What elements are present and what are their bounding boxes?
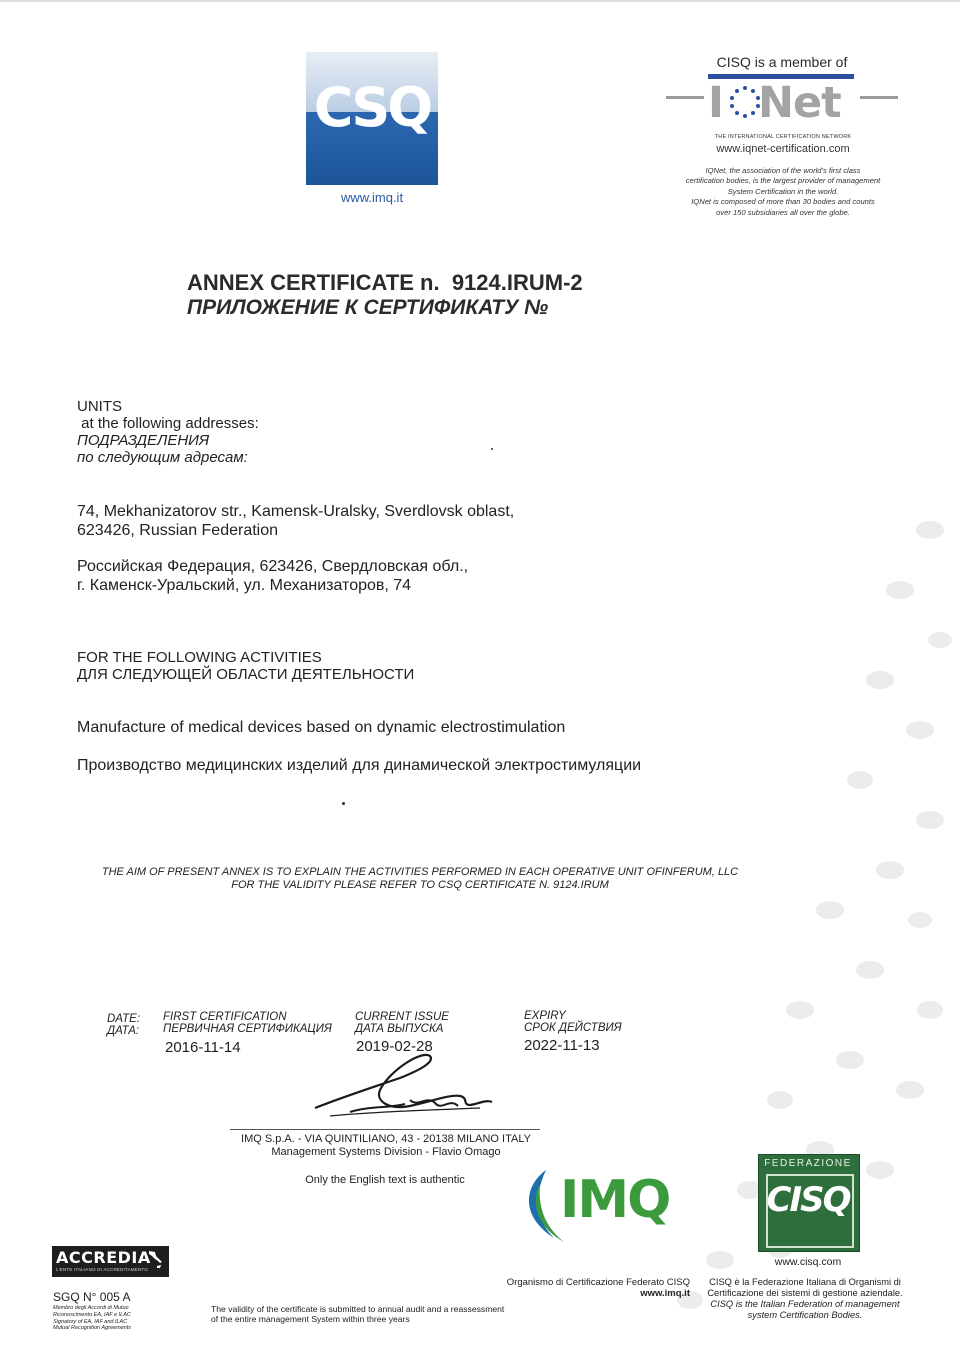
stray-dot <box>491 448 493 450</box>
iqnet-logo-i: I <box>708 78 724 128</box>
cisq-logo-word: CISQ <box>766 1180 850 1220</box>
activities-header <box>77 649 414 683</box>
iqnet-right-dash <box>860 96 898 99</box>
stray-dot <box>342 802 345 805</box>
top-rule <box>0 0 960 2</box>
imq-organization-note: Organismo di Certificazione Federato CISQ www.imq.it <box>506 1277 690 1299</box>
authentic-note: Only the English text is authentic <box>305 1174 465 1186</box>
expiry-label: EXPIRY СРОК ДЕЙСТВИЯ <box>524 1010 622 1034</box>
iqnet-left-dash <box>666 96 704 99</box>
first-certification-label: FIRST CERTIFICATION ПЕРВИЧНАЯ СЕРТИФИКАЦИЯ <box>163 1011 332 1035</box>
expiry-date: 2022-11-13 <box>524 1037 600 1054</box>
issuer-division: Management Systems Division - Flavio Omago <box>271 1146 501 1158</box>
accredia-description: Membro degli Accordi di Mutuo Riconoscimento EA, IAF e ILAC Signatory of EA, IAF and ILAC Mutual Recognition Agreements <box>53 1305 132 1332</box>
validity-note: The validity of the certificate is submitted to annual audit and a reassessment of the entire management System within three years <box>211 1304 505 1324</box>
iqnet-member-text: CISQ is a member of <box>716 54 848 70</box>
current-issue-label: CURRENT ISSUE ДАТА ВЫПУСКА <box>355 1011 449 1035</box>
aim-note: THE AIM OF PRESENT ANNEX IS TO EXPLAIN THE ACTIVITIES PERFORMED IN EACH OPERATIVE UNIT OFINFERUM, LLC FOR THE VALIDITY PLEASE REFER TO CSQ CERTIFICATE N. 9124.IRUM <box>101 866 739 891</box>
certificate-title-en: ANNEX CERTIFICATE n. 9124.IRUM-2 <box>187 270 583 295</box>
units-label-en: UNITS <box>77 398 122 415</box>
accredia-logo-word: ACCREDIA <box>56 1248 151 1267</box>
units-sub-ru: по следующим адресам: <box>77 449 248 466</box>
units-block <box>77 398 259 466</box>
accredia-sub: L'ENTE ITALIANO DI ACCREDITAMENTO <box>56 1267 148 1272</box>
csq-logo <box>306 52 438 185</box>
signature-line <box>230 1129 540 1130</box>
scope-ru: Производство медицинских изделий для динамической электростимуляции <box>77 757 642 774</box>
address-en: 74, Mekhanizatorov str., Kamensk-Uralsky, Sverdlovsk oblast, 623426, Russian Federation <box>77 503 515 539</box>
csq-logo-word: CSQ <box>313 76 431 139</box>
iqnet-url: www.iqnet-certification.com <box>716 143 850 155</box>
cisq-description: CISQ è la Federazione Italiana di Organismi di Certificazione dei sistemi di gestione aziendale. CISQ is the Italian Federation of management system Certification Bodies. <box>707 1277 903 1320</box>
cisq-federazione: FEDERAZIONE <box>764 1158 852 1169</box>
accredia-code: SGQ N° 005 A <box>53 1290 131 1304</box>
imq-logo-word: IMQ <box>560 1170 670 1230</box>
iqnet-description: IQNet, the association of the world's first class certification bodies, is the largest provider of management System Certification in the world. IQNet is composed of more than 30 bodies and counts over 150 subsidiaries all over the globe. <box>685 166 881 217</box>
current-issue-date: 2019-02-28 <box>356 1038 433 1055</box>
units-label-ru: ПОДРАЗДЕЛЕНИЯ <box>77 432 210 449</box>
csq-url: www.imq.it <box>340 190 404 205</box>
activities-header-en: FOR THE FOLLOWING ACTIVITIES <box>77 649 322 666</box>
iqnet-logo-net: Net <box>758 78 841 128</box>
issuer-address: IMQ S.p.A. - VIA QUINTILIANO, 43 - 20138 MILANO ITALY <box>241 1133 531 1145</box>
issuer-block <box>180 1133 592 1159</box>
units-sub-en: at the following addresses: <box>77 415 259 432</box>
iqnet-network-line: THE INTERNATIONAL CERTIFICATION NETWORK <box>714 134 852 140</box>
certificate-title-ru: ПРИЛОЖЕНИЕ К СЕРТИФИКАТУ № <box>187 296 549 319</box>
scope-en: Manufacture of medical devices based on dynamic electrostimulation <box>77 719 566 736</box>
activities-header-ru: ДЛЯ СЛЕДУЮЩЕЙ ОБЛАСТИ ДЕЯТЕЛЬНОСТИ <box>77 666 415 683</box>
signature <box>310 1050 500 1130</box>
first-certification-date: 2016-11-14 <box>165 1039 241 1056</box>
address-ru: Российская Федерация, 623426, Свердловская обл., г. Каменск-Уральский, ул. Механизаторов, 74 <box>77 558 469 594</box>
cisq-url: www.cisq.com <box>774 1256 842 1268</box>
date-label: DATE: ДАТА: <box>107 1013 141 1037</box>
